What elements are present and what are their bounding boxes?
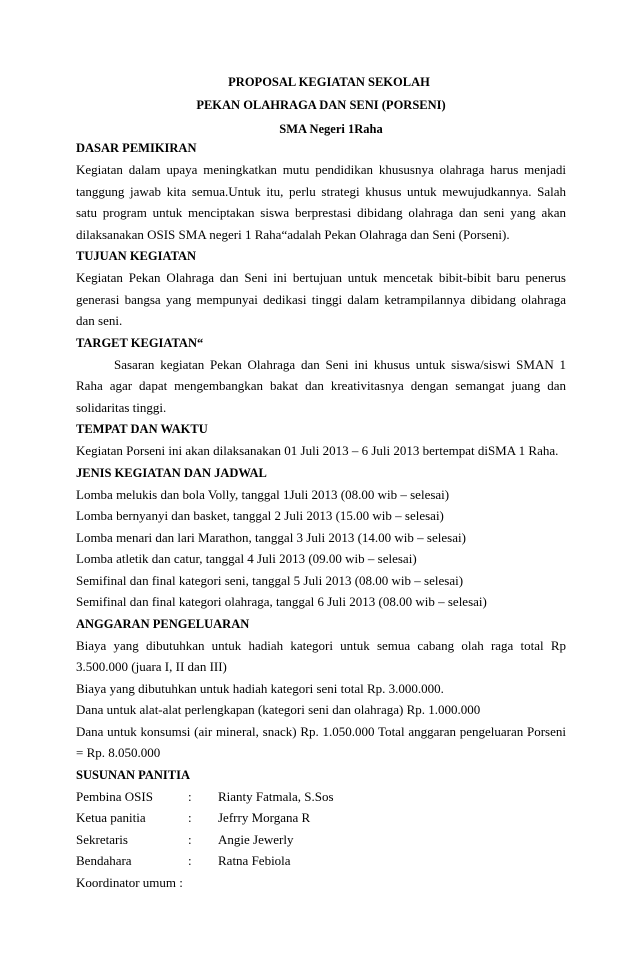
committee-row <box>76 829 566 851</box>
committee-separator: : <box>188 788 192 804</box>
committee-member: Rianty Fatmala, S.Sos <box>218 788 334 804</box>
paragraph-target-kegiatan: Sasaran kegiatan Pekan Olahraga dan Seni ini khusus untuk siswa/siswi SMAN 1 Raha agar dapat mengembangkan bakat dan kreativitasnya dengan semangat juang dan solidaritas tinggi. <box>76 356 566 415</box>
document-title: PROPOSAL KEGIATAN SEKOLAH <box>228 75 430 89</box>
budget-item: Biaya yang dibutuhkan untuk hadiah kategori seni total Rp. 3.000.000. <box>76 680 444 696</box>
committee-role: Sekretaris <box>76 831 128 847</box>
committee-role: Ketua panitia <box>76 810 146 825</box>
paragraph-tujuan-kegiatan: Kegiatan Pekan Olahraga dan Seni ini bertujuan untuk mencetak bibit-bibit baru penerus generasi bangsa yang mempunyai dedikasi tinggi dalam ketrampilannya dibidang olahraga dan seni. <box>76 270 566 328</box>
heading-tujuan-kegiatan: TUJUAN KEGIATAN <box>76 249 197 263</box>
heading-susunan-panitia: SUSUNAN PANITIA <box>76 767 191 782</box>
committee-member: Ratna Febiola <box>218 853 291 868</box>
heading-dasar-pemikiran: DASAR PEMIKIRAN <box>76 141 197 155</box>
committee-row <box>76 850 566 872</box>
committee-separator: : <box>188 831 192 847</box>
heading-target-kegiatan: TARGET KEGIATAN“ <box>76 335 204 350</box>
schedule-item: Lomba atletik dan catur, tanggal 4 Juli 2013 (09.00 wib – selesai) <box>76 551 417 566</box>
committee-row <box>76 786 566 808</box>
budget-item: Dana untuk alat-alat perlengkapan (kategori seni dan olahraga) Rp. 1.000.000 <box>76 702 481 717</box>
school-name: SMA Negeri 1Raha <box>279 122 383 136</box>
paragraph-dasar-pemikiran: Kegiatan dalam upaya meningkatkan mutu pendidikan khususnya olahraga harus menjadi tanggung jawab kita semua.Untuk itu, perlu strategi khusus untuk mewujudkannya. Salah satu program untuk menciptakan siswa berprestasi dibidang olahraga dan seni yang akan dilaksanakan OSIS SMA negeri 1 Raha“adalah Pekan Olahraga dan Seni (Porseni). <box>76 162 566 242</box>
committee-role: Bendahara <box>76 853 132 868</box>
schedule-item: Semifinal dan final kategori seni, tanggal 5 Juli 2013 (08.00 wib – selesai) <box>76 572 464 588</box>
heading-jenis-kegiatan: JENIS KEGIATAN DAN JADWAL <box>76 465 267 480</box>
committee-row <box>76 807 566 829</box>
committee-member: Angie Jewerly <box>218 831 294 847</box>
budget-item: Dana untuk konsumsi (air mineral, snack) Rp. 1.050.000 Total anggaran pengeluaran Porseni = Rp. 8.050.000 <box>76 723 566 760</box>
committee-coordinator: Koordinator umum : <box>76 874 183 890</box>
committee-member: Jefrry Morgana R <box>218 810 311 825</box>
paragraph-tempat-waktu: Kegiatan Porseni ini akan dilaksanakan 01 Juli 2013 – 6 Juli 2013 bertempat diSMA 1 Raha. <box>76 443 559 458</box>
heading-anggaran: ANGGARAN PENGELUARAN <box>76 616 250 631</box>
committee-separator: : <box>188 853 192 868</box>
document-body <box>76 137 566 893</box>
schedule-item: Lomba bernyanyi dan basket, tanggal 2 Juli 2013 (15.00 wib – selesai) <box>76 508 444 523</box>
budget-item: Biaya yang dibutuhkan untuk hadiah kategori untuk semua cabang olah raga total Rp 3.500.000 (juara I, II dan III) <box>76 637 566 674</box>
document-subtitle: PEKAN OLAHRAGA DAN SENI (PORSENI) <box>196 98 446 112</box>
committee-role: Pembina OSIS <box>76 788 153 804</box>
schedule-item: Semifinal dan final kategori olahraga, tanggal 6 Juli 2013 (08.00 wib – selesai) <box>76 594 487 609</box>
heading-tempat-waktu: TEMPAT DAN WAKTU <box>76 422 208 436</box>
schedule-item: Lomba menari dan lari Marathon, tanggal 3 Juli 2013 (14.00 wib – selesai) <box>76 529 466 545</box>
schedule-item: Lomba melukis dan bola Volly, tanggal 1Juli 2013 (08.00 wib – selesai) <box>76 486 450 502</box>
committee-separator: : <box>188 810 192 825</box>
